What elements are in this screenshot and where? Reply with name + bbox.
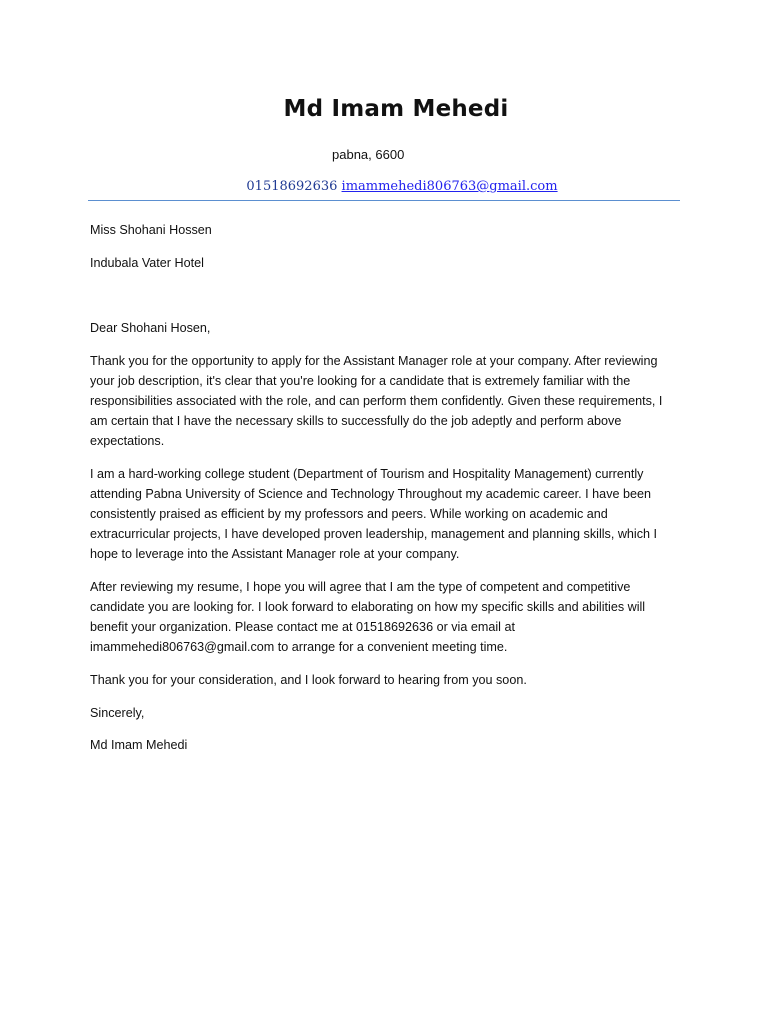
paragraph-line: hope to leverage into the Assistant Manager role at your company. [90,547,460,561]
email-link[interactable]: imammehedi806763@gmail.com [341,179,558,194]
paragraph-line: benefit your organization. Please contact me at 01518692636 or via email at [90,620,515,634]
paragraph-line: extracurricular projects, I have developed proven leadership, management and planning skills, which I [90,527,658,541]
paragraph-line: candidate you are looking for. I look forward to elaborating on how my specific skills and abilities will [90,600,646,614]
body-paragraph-1 [90,351,690,451]
signoff: Sincerely, [90,706,145,720]
closing-line: Thank you for your consideration, and I look forward to hearing from you soon. [90,673,527,687]
recipient-company: Indubala Vater Hotel [90,256,204,270]
sender-address: pabna, 6600 [332,147,405,162]
paragraph-line: expectations. [90,434,165,448]
phone-number: 01518692636 [246,179,338,194]
paragraph-line: I am a hard-working college student (Department of Tourism and Hospitality Management) currently [90,467,644,481]
header-divider [88,200,680,201]
paragraph-line: Thank you for the opportunity to apply for the Assistant Manager role at your company. After reviewing [90,354,658,368]
salutation: Dear Shohani Hosen, [90,321,211,335]
paragraph-line: responsibilities associated with the role, and can perform them confidently. Given these requirements, I [90,394,663,408]
paragraph-line: attending Pabna University of Science and Technology Throughout my academic career. I have been [90,487,652,501]
sender-name: Md Imam Mehedi [283,96,509,122]
recipient-name: Miss Shohani Hossen [90,223,212,237]
paragraph-line: consistently praised as efficient by my professors and peers. While working on academic and [90,507,608,521]
contact-line [0,179,768,194]
paragraph-line: am certain that I have the necessary skills to successfully do the job adeptly and perform above [90,414,622,428]
paragraph-line: After reviewing my resume, I hope you will agree that I am the type of competent and competitive [90,580,631,594]
body-paragraph-3 [90,577,690,657]
signature-name: Md Imam Mehedi [90,738,188,752]
body-paragraph-2 [90,464,690,564]
paragraph-line: imammehedi806763@gmail.com to arrange for a convenient meeting time. [90,640,508,654]
paragraph-line: your job description, it's clear that you're looking for a candidate that is extremely familiar with the [90,374,631,388]
